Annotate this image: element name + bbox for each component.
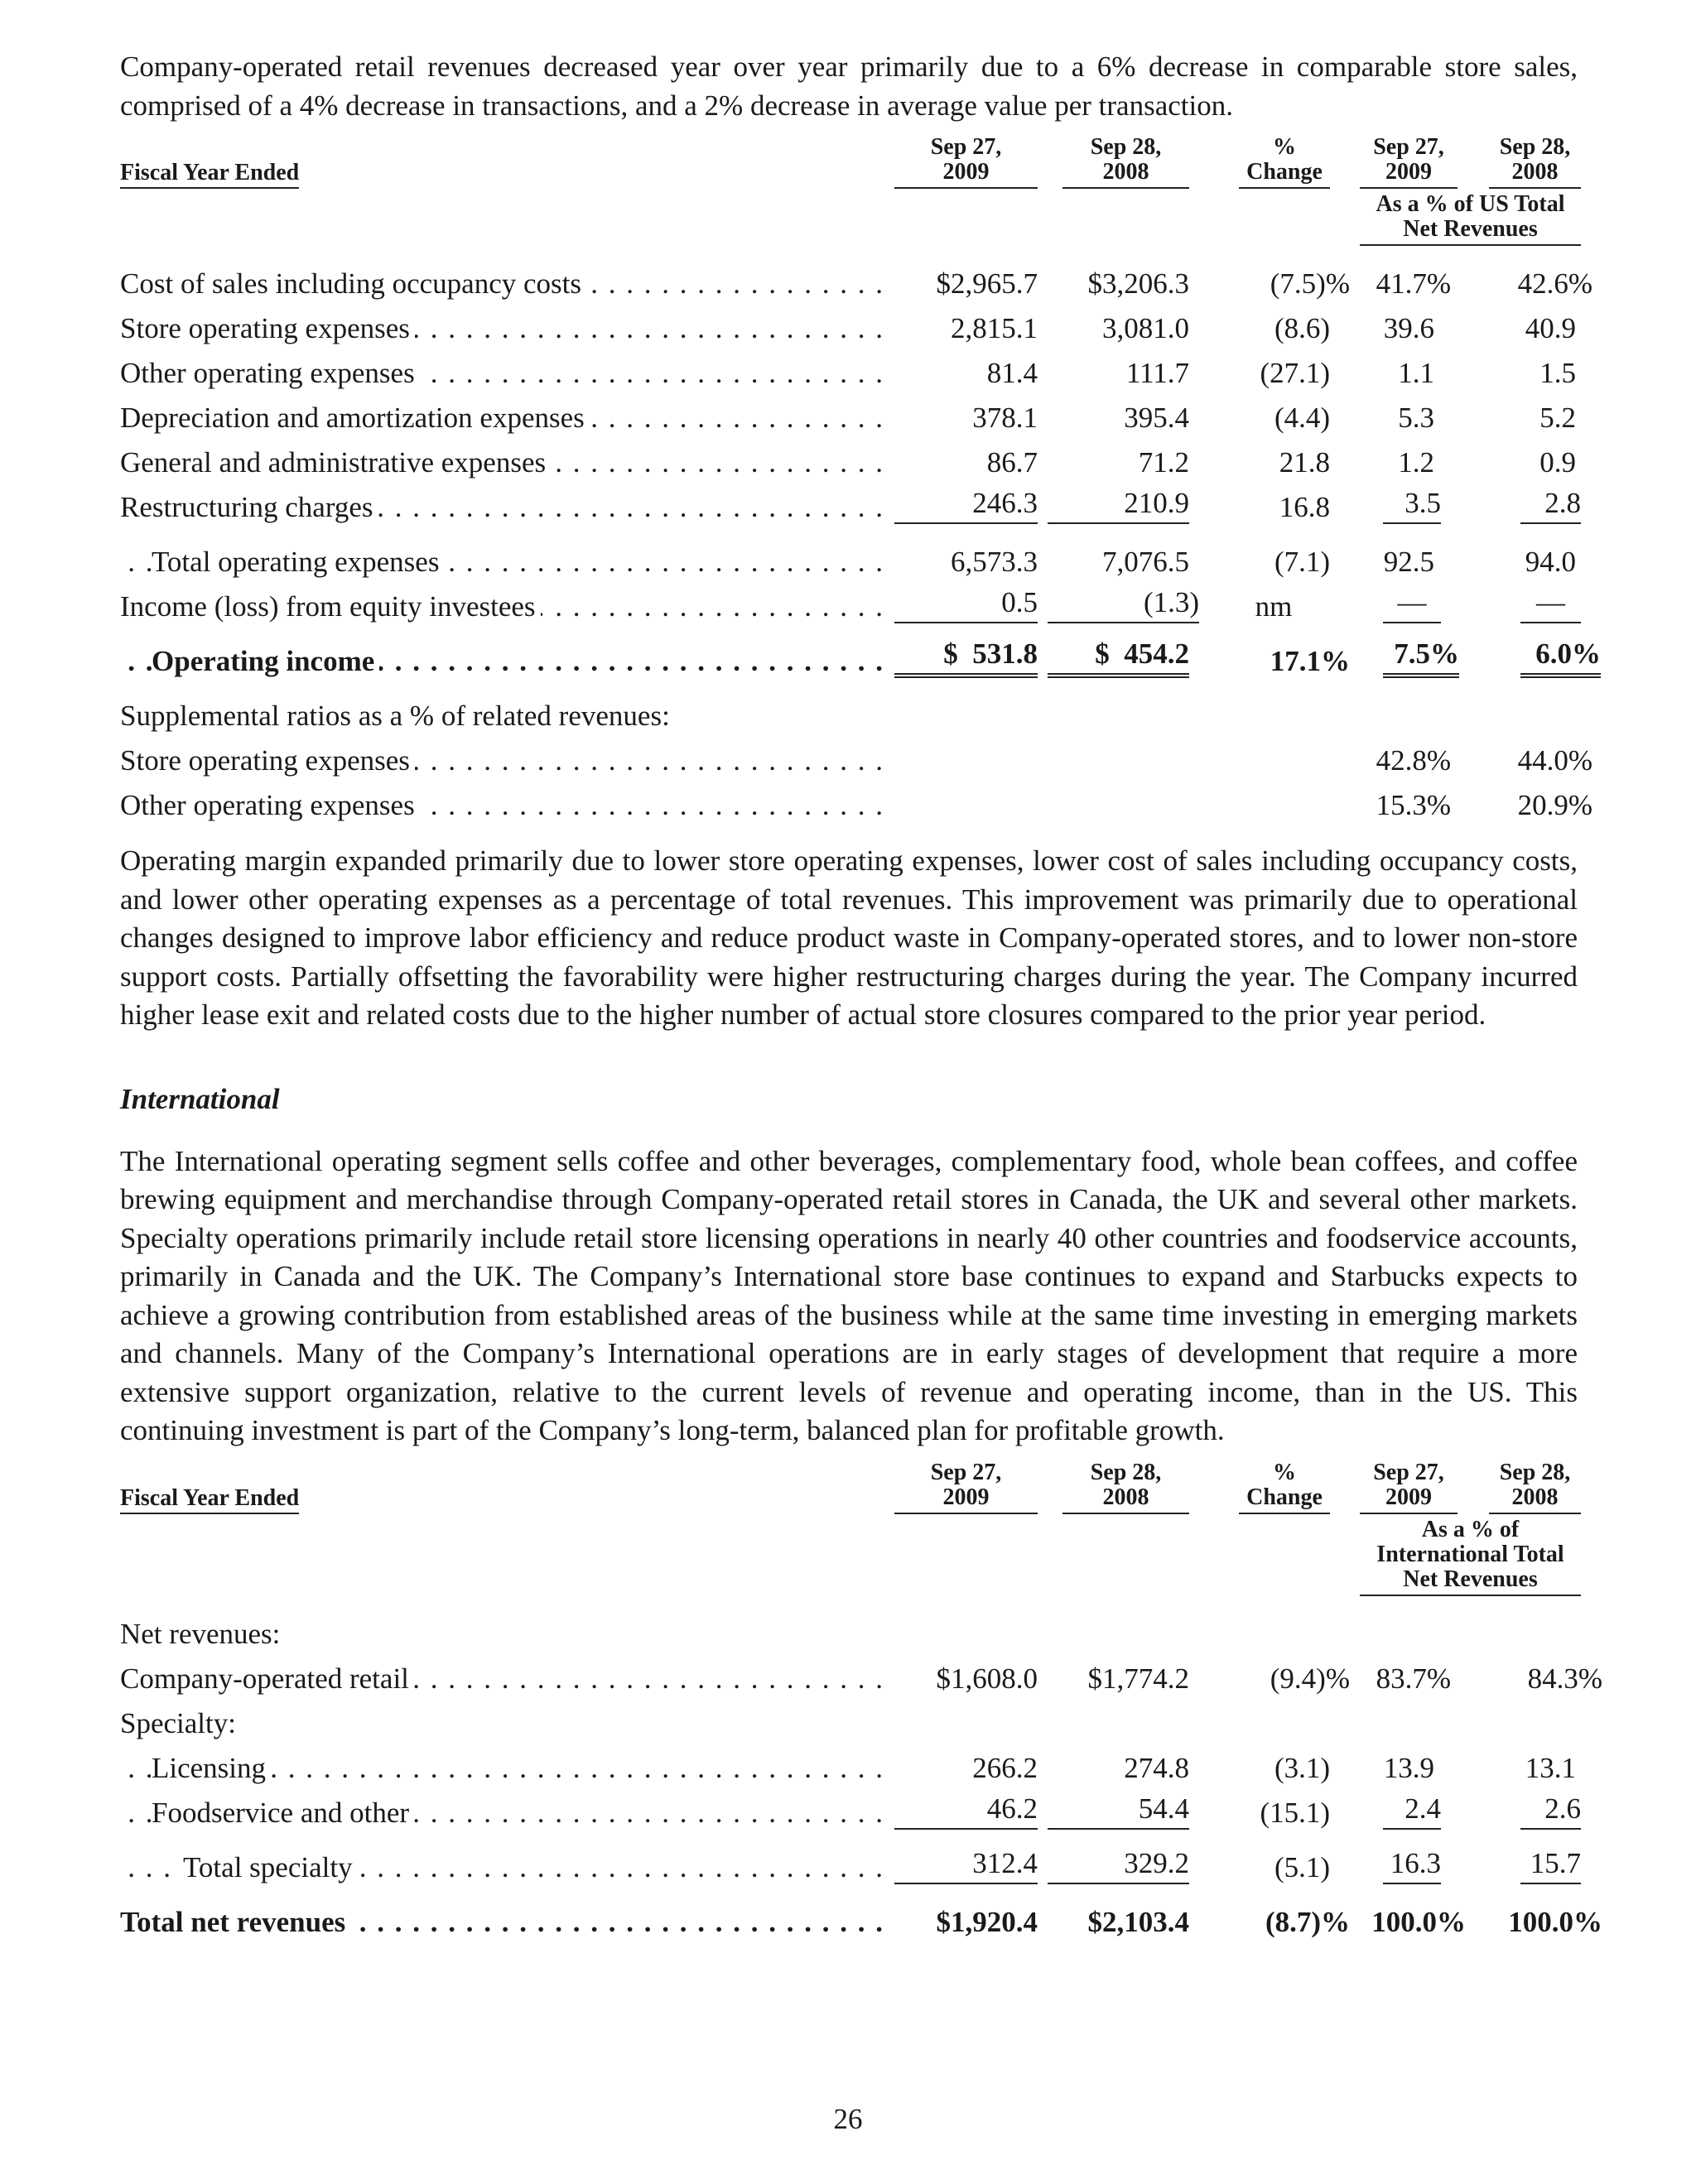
operating-margin-paragraph: Operating margin expanded primarily due to lower store operating expenses, lower cost of sales including occupancy costs, and lower other operating expenses as a percentage of total revenues. This improvement was primarily due to operational changes designed to improve labor efficiency and reduce product waste in Company-operated stores, and to lower non-store support costs. Partially offsetting the favorability were higher restructuring charges during the year. The Company incurred higher lease exit and related costs due to the higher number of actual store closures compared to the prior year period. [120,844,1578,1031]
pct-of-revenue-header: As a % of International Total Net Revenues [1360,1518,1581,1596]
document-page [120,48,1602,1939]
table-row: Other operating expenses . . . 81.4 111.7 (27.1) 1.1 1.5 [120,345,1602,390]
table-row: Total specialty . . . 312.4 329.2 (5.1) 16.3 15.7 [120,1830,1602,1884]
table-row: Store operating expenses . . . 42.8% 44.0% [120,733,1602,777]
col-header: Sep 28, [1499,135,1571,160]
table-row: Depreciation and amortization expenses . . . 378.1 395.4 (4.4) 5.3 5.2 [120,390,1602,435]
table-row: Company-operated retail . . . $1,608.0 $1,774.2 (9.4)% 83.7% 84.3% [120,1651,1602,1696]
table-row [120,678,1602,733]
table-row [120,1696,1602,1740]
net-revenues-label: Net revenues: [120,1617,281,1650]
table-row: Store operating expenses . . . 2,815.1 3,081.0 (8.6) 39.6 40.9 [120,301,1602,345]
table-row: Cost of sales including occupancy costs . . . $2,965.7 $3,206.3 (7.5)% 41.7% 42.6% [120,246,1602,301]
table-row: Foodservice and other . . . 46.2 54.4 (15.1) 2.4 2.6 [120,1785,1602,1830]
table-header-row: Fiscal Year Ended Sep 27, 2009 Sep 28, 2008 % Change Sep 27, 2009 Sep 28, 2008 [120,1460,1602,1514]
table-row [120,1596,1602,1651]
table-row: Licensing . . . 266.2 274.8 (3.1) 13.9 13.1 [120,1740,1602,1785]
col-header: 2008 [1511,159,1559,185]
international-paragraph: The International operating segment sells coffee and other beverages, complementary food, whole bean coffees, and coffee brewing equipment and merchandise through Company-operated retail stores in Canada, the UK and several other markets. Specialty operations primarily include retail store licensing operations in nearly 40 other countries and foodservice accounts, primarily in Canada and the UK. The Company’s International store base continues to expand and Starbucks expects to achieve a growing contribution from established areas of the business while at the same time investing in emerging markets and channels. Many of the Company’s International operations are in early stages of development that require a more extensive support organization, relative to the current levels of revenue and operating income, than in the US. This continuing investment is part of the Company’s long-term, balanced plan for profitable growth. [120,1144,1578,1446]
table-row: Restructuring charges . . . 246.3 210.9 16.8 3.5 2.8 [120,479,1602,524]
table-row: Total net revenues . . . $1,920.4 $2,103.4 (8.7)% 100.0% 100.0% [120,1884,1602,1939]
pct-of-revenue-header: As a % of US Total Net Revenues [1360,192,1581,246]
col-header: 2008 [1102,159,1149,185]
fiscal-year-label: Fiscal Year Ended [120,1486,299,1514]
fiscal-year-label: Fiscal Year Ended [120,161,299,189]
col-header: 2009 [1385,159,1432,185]
table-row: Other operating expenses . . . 15.3% 20.9% [120,777,1602,822]
specialty-label: Specialty: [120,1706,236,1739]
table-header-row [120,135,1602,189]
col-header: 2009 [942,159,990,185]
table-row: Operating income . . . $ 531.8 $ 454.2 17.1% 7.5% 6.0% [120,623,1602,678]
col-header: % [1273,135,1296,160]
col-header: Sep 27, [930,135,1002,160]
us-operating-table [120,135,1602,822]
supplemental-label: Supplemental ratios as a % of related revenues: [120,700,670,732]
col-header: Change [1246,159,1323,185]
section-title-international: International [120,1082,280,1115]
col-header: Sep 27, [1373,135,1444,160]
intro-paragraph: Company-operated retail revenues decreased year over year primarily due to a 6% decrease in comparable store sales, comprised of a 4% decrease in transactions, and a 2% decrease in average value per transaction. [120,51,1578,122]
table-row: Income (loss) from equity investees . . . 0.5 (1.3) nm — — [120,579,1602,623]
table-row: General and administrative expenses . . . 86.7 71.2 21.8 1.2 0.9 [120,435,1602,479]
international-revenue-table [120,1460,1602,1939]
col-header: Sep 28, [1090,135,1162,160]
page-number: 26 [833,2103,863,2135]
table-row: Total operating expenses . . . 6,573.3 7,076.5 (7.1) 92.5 94.0 [120,524,1602,579]
